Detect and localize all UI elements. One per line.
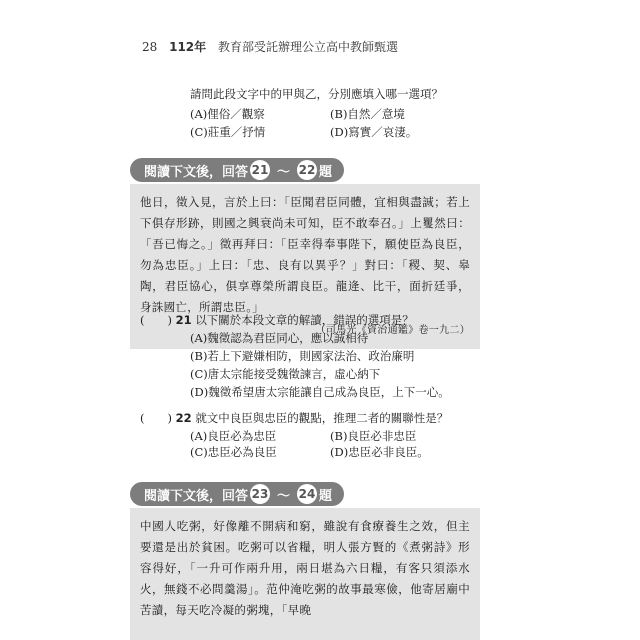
q22-option-b: (B)良臣必非忠臣 [330,429,417,443]
banner-suffix: 題 [319,488,333,504]
answer-blank-21[interactable]: ( ) [140,313,172,327]
q21-option-c: (C)唐太宗能接受魏徵諫言，虛心納下 [190,367,381,381]
prev-option-a: (A)俚俗／觀察 [190,107,265,121]
q21-option-d: (D)魏徵希望唐太宗能讓自己成為良臣，上下一心。 [190,385,450,399]
banner-suffix: 題 [319,164,333,180]
q22-option-c: (C)忠臣必為良臣 [190,445,277,459]
passage-box-2 [130,508,480,640]
q22-option-d: (D)忠臣必非良臣。 [330,445,429,459]
passage-1-source: （司馬光《資治通鑑》卷一九二） [315,325,470,336]
q21-option-b: (B)若上下避嫌相防，則國家法治、政治廉明 [190,349,415,363]
banner-to-number: 24 [297,484,317,504]
question-21-stem: 以下關於本段文章的解讀，錯誤的選項是？ [195,313,414,327]
banner-from-number: 21 [250,160,270,180]
q21-option-a: (A)魏徵認為君臣同心，應以誠相待 [190,331,369,345]
page-header [142,38,398,55]
banner-to-number: 22 [297,160,317,180]
banner-from-number: 23 [250,484,270,504]
reading-banner-23-24 [130,482,344,506]
passage-2-text: 中國人吃粥，好像離不開病和窮，雖說有食療養生之效，但主要還是出於貧困。吃粥可以省糧，明人張方賢的《煮粥詩》形容得好，「一升可作兩升用，兩日堪為六日糧，有客只須添水火，無錢不必問羹湯」。范仲淹吃粥的故事最寒儉，他寄居廟中苦讀，每天吃冷凝的粥塊，「早晚 [140,519,470,617]
banner-tilde: ～ [277,164,291,180]
question-22-stem-line [140,410,448,426]
banner-prefix: 閱讀下文後，回答 [144,488,249,504]
prev-option-b: (B)自然／意境 [330,107,405,121]
reading-banner-21-22 [130,158,344,182]
passage-1-text: 他日，徵入見，言於上曰：「臣聞君臣同體，宜相與盡誠；若上下俱存形跡，則國之興衰尚未可知，臣不敢奉召。」上矍然曰：「吾已悔之。」徵再拜曰：「臣幸得奉事陛下，願使臣為良臣，勿為忠臣。」上曰：「忠、良有以異乎？」對曰：「稷、契、皋陶，君臣協心，俱享尊榮所謂良臣。龍逄、比干，面折廷爭，身誅國亡，所謂忠臣。」 [140,195,470,314]
question-22-stem: 就文中良臣與忠臣的觀點，推理二者的關聯性是？ [195,411,449,425]
page-number: 28 [142,40,158,54]
q22-option-a: (A)良臣必為忠臣 [190,429,277,443]
answer-blank-22[interactable]: ( ) [140,411,172,425]
question-number-22: 22 [175,411,192,425]
header-title: 教育部受託辦理公立高中教師甄選 [218,40,399,54]
question-number-21: 21 [175,313,192,327]
question-21-stem-line [140,312,414,328]
banner-prefix: 閱讀下文後，回答 [144,164,249,180]
prev-question-stem: 請問此段文字中的甲與乙，分別應填入哪一選項？ [190,87,443,101]
prev-option-d: (D)寫實／哀淒。 [330,125,418,139]
banner-tilde: ～ [277,488,291,504]
prev-option-c: (C)莊重／抒情 [190,125,266,139]
header-year: 112年 [169,40,207,54]
